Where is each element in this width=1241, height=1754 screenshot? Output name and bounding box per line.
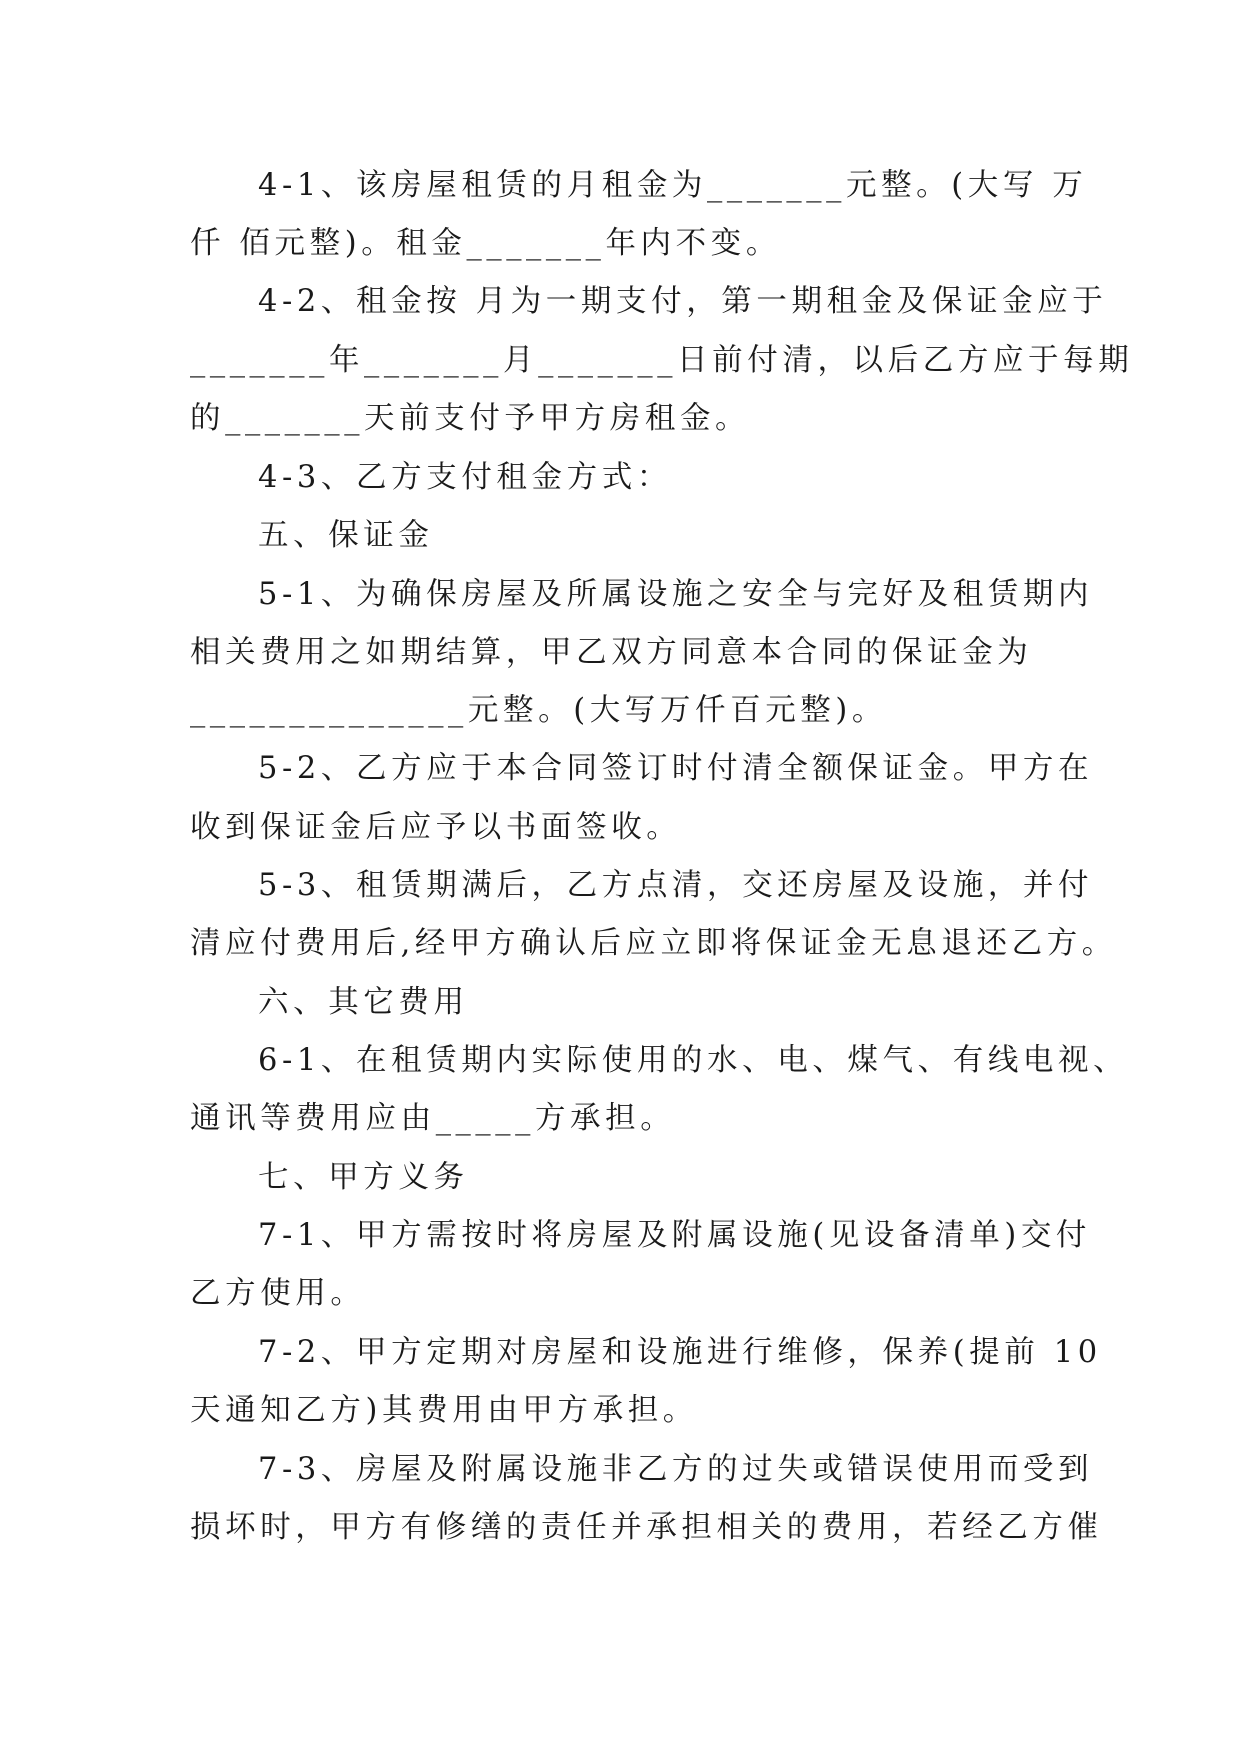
- clause-5-3-line-1: 5-3、租赁期满后，乙方点清，交还房屋及设施，并付: [258, 868, 1094, 903]
- clause-5-1-line-1: 5-1、为确保房屋及所属设施之安全与完好及租赁期内: [258, 577, 1094, 612]
- clause-5-3-line-2: 清应付费用后,经甲方确认后应立即将保证金无息退还乙方。: [190, 926, 1117, 961]
- section-7-heading: 七、甲方义务: [258, 1160, 469, 1195]
- clause-7-1-line-2: 乙方使用。: [190, 1276, 366, 1311]
- clause-4-2-line-1: 4-2、租金按 月为一期支付，第一期租金及保证金应于: [258, 284, 1108, 319]
- clause-7-2-line-1: 7-2、甲方定期对房屋和设施进行维修，保养(提前 10: [258, 1335, 1102, 1370]
- clause-4-1-line-1: 4-1、该房屋租赁的月租金为_______元整。(大写 万: [258, 168, 1088, 203]
- clause-4-2-line-3: 的_______天前支付予甲方房租金。: [190, 401, 751, 436]
- clause-5-1-line-2: 相关费用之如期结算，甲乙双方同意本合同的保证金为: [190, 635, 1033, 670]
- clause-6-1-line-1: 6-1、在租赁期内实际使用的水、电、煤气、有线电视、: [258, 1043, 1129, 1078]
- clause-4-1-line-2: 仟 佰元整)。租金_______年内不变。: [190, 226, 781, 261]
- clause-7-3-line-1: 7-3、房屋及附属设施非乙方的过失或错误使用而受到: [258, 1452, 1094, 1487]
- clause-7-3-line-2: 损坏时，甲方有修缮的责任并承担相关的费用，若经乙方催: [190, 1510, 1103, 1545]
- clause-4-3: 4-3、乙方支付租金方式：: [258, 460, 672, 495]
- clause-7-2-line-2: 天通知乙方)其费用由甲方承担。: [190, 1393, 698, 1428]
- clause-5-1-line-3: ______________元整。(大写万仟百元整)。: [190, 693, 887, 728]
- clause-7-1-line-1: 7-1、甲方需按时将房屋及附属设施(见设备清单)交付: [258, 1218, 1092, 1253]
- clause-4-2-line-2: _______年_______月_______日前付清，以后乙方应于每期: [190, 343, 1134, 378]
- clause-5-2-line-2: 收到保证金后应予以书面签收。: [190, 810, 682, 845]
- section-6-heading: 六、其它费用: [258, 985, 469, 1020]
- section-5-heading: 五、保证金: [258, 518, 434, 553]
- clause-6-1-line-2: 通讯等费用应由_____方承担。: [190, 1101, 676, 1136]
- clause-5-2-line-1: 5-2、乙方应于本合同签订时付清全额保证金。甲方在: [258, 751, 1094, 786]
